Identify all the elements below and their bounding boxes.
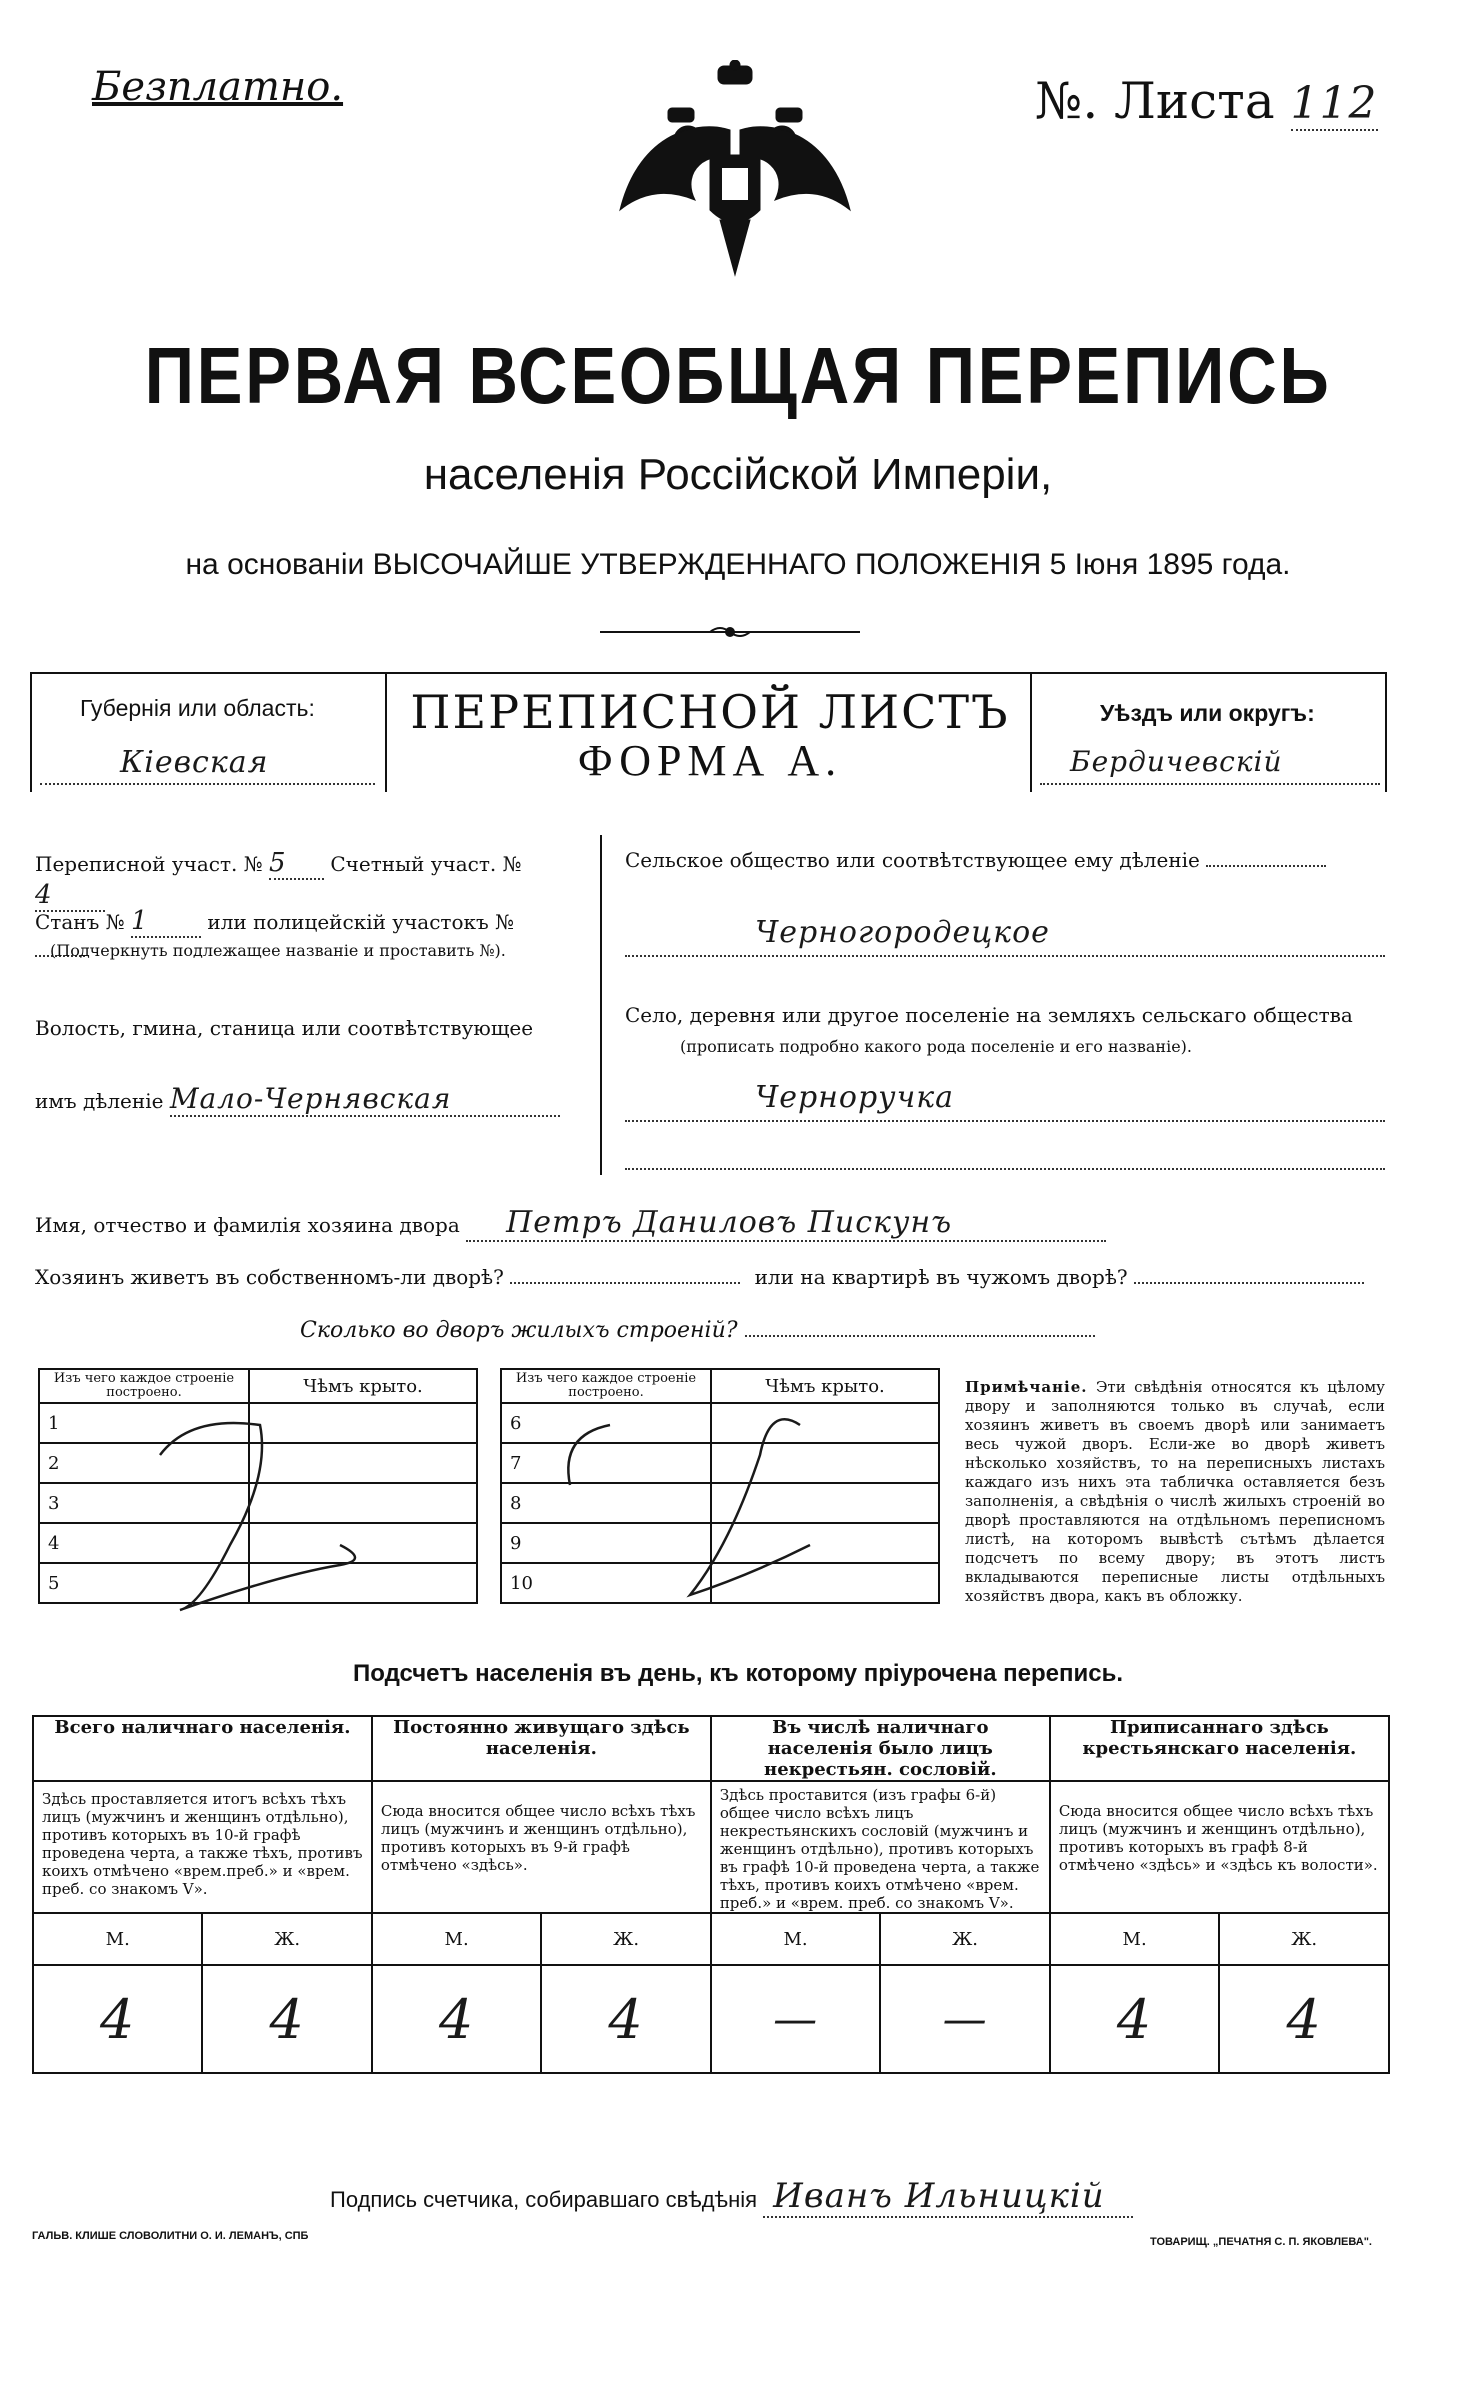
col-material-header: Изъ чего каждое строеніе построено. xyxy=(501,1369,711,1403)
owner-name-label: Имя, отчество и фамилія хозяина двора xyxy=(35,1213,460,1237)
note-text: Эти свѣдѣнія относятся къ цѣлому двору и заполняются только въ случаѣ, если хозяинъ живетъ въ своемъ дворѣ или занимаетъ весь чужой дворъ. Если-же во дворѣ живетъ нѣсколько хозяйствъ, то на переписныхъ листахъ каждаго изъ нихъ эта табличка оставляется безъ заполненія, а свѣдѣнія о числѣ жилыхъ строеній во дворѣ проставляются на отдѣльномъ переписномъ листѣ, на которомъ вывѣстѣ сътѣмъ дѣлается подсчетъ по всему двору; въ этотъ листъ вкладываются переписные листы отдѣльныхъ хозяйствъ двора, какъ въ обложку. xyxy=(965,1378,1385,1605)
row-number: 6 xyxy=(501,1403,711,1443)
sheet-number xyxy=(1035,72,1378,130)
strike-mark-left xyxy=(120,1395,380,1625)
pop-f-label: Ж. xyxy=(541,1913,710,1965)
uezd-value: Бердичевскій xyxy=(1070,745,1283,778)
rented-line xyxy=(1134,1282,1364,1284)
owner-name-value: Петръ Даниловъ Пискунъ xyxy=(466,1205,1106,1242)
census-basis: на основаніи ВЫСОЧАЙШЕ УТВЕРЖДЕННАГО ПОЛОЖЕНІЯ 5 Іюня 1895 года. xyxy=(185,548,1291,581)
society-row xyxy=(625,848,1385,872)
stan-value: 1 xyxy=(131,906,201,938)
society-line xyxy=(1206,865,1326,867)
own-yard-line xyxy=(510,1282,740,1284)
volost-row xyxy=(35,1082,565,1117)
sheet-number-value: 112 xyxy=(1290,78,1378,129)
gubernia-field xyxy=(40,745,375,785)
uezd-label: Уѣздъ или округъ: xyxy=(1100,700,1315,726)
buildings-row xyxy=(300,1318,1095,1343)
col-material-header: Изъ чего каждое строеніе построено. xyxy=(39,1369,249,1403)
volost-label2: имъ дѣленіе xyxy=(35,1089,164,1113)
society-value: Черногородецкое xyxy=(755,915,1050,950)
pop-f-value: — xyxy=(880,1965,1050,2073)
row-number: 8 xyxy=(501,1483,711,1523)
census-title: ПЕРВАЯ ВСЕОБЩАЯ ПЕРЕПИСЬ xyxy=(144,331,1332,420)
gubernia-label: Губернія или область: xyxy=(80,695,315,721)
row-number: 10 xyxy=(501,1563,711,1603)
pop-col-header: Приписаннаго здѣсь крестьянскаго населенія. xyxy=(1050,1716,1389,1781)
owner-name-row xyxy=(35,1205,1385,1242)
divider-ornament xyxy=(600,622,860,642)
footer-right: ТОВАРИЩ. „ПЕЧАТНЯ С. П. ЯКОВЛЕВА". xyxy=(1150,2236,1372,2248)
sheet-title: ПЕРЕПИСНОЙ ЛИСТЪ xyxy=(410,685,1010,739)
pop-f-label: Ж. xyxy=(880,1913,1050,1965)
note-block xyxy=(965,1378,1385,1606)
pop-col-desc: Здѣсь проставляется итогъ всѣхъ тѣхъ лицъ (мужчинъ и женщинъ отдѣльно), противъ которыхъ въ 10-й графѣ проведена черта, а также тѣхъ, противъ коихъ отмѣчено «врем.преб.» и «врем. преб. со знакомъ V». xyxy=(33,1781,372,1913)
imperial-eagle-emblem xyxy=(600,60,870,285)
perepisnoy-label: Переписной участ. № xyxy=(35,852,263,876)
buildings-question: Сколько во дворъ жилыхъ строеній? xyxy=(300,1318,738,1343)
col-roof-header: Чѣмъ крыто. xyxy=(249,1369,477,1403)
signature-value: Иванъ Ильницкій xyxy=(763,2176,1133,2218)
gubernia-value: Кіевская xyxy=(120,745,269,780)
pop-m-value: 4 xyxy=(372,1965,541,2073)
pop-m-label: М. xyxy=(33,1913,202,1965)
pop-col-desc: Сюда вносится общее число всѣхъ тѣхъ лицъ (мужчинъ и женщинъ отдѣльно), противъ которыхъ въ графѣ 8-й отмѣчено «здѣсь» и «здѣсь къ волости». xyxy=(1050,1781,1389,1913)
village-field xyxy=(625,1080,1385,1122)
row-number: 5 xyxy=(39,1563,249,1603)
pop-f-label: Ж. xyxy=(1219,1913,1389,1965)
pop-col-header: Всего наличнаго населенія. xyxy=(33,1716,372,1781)
rented-label: или на квартирѣ въ чужомъ дворѣ? xyxy=(754,1265,1128,1289)
volost-value: Мало-Чернявская xyxy=(170,1082,560,1117)
volost-label: Волость, гмина, станица или соотвѣтствующее xyxy=(35,1016,534,1040)
village-field-2 xyxy=(625,1140,1385,1170)
signature-row xyxy=(330,2176,1133,2218)
signature-label: Подпись счетчика, собиравшаго свѣдѣнія xyxy=(330,2187,758,2212)
pop-col-desc: Сюда вносится общее число всѣхъ тѣхъ лицъ (мужчинъ и женщинъ отдѣльно), противъ которыхъ въ 9-й графѣ отмѣчено «здѣсь». xyxy=(372,1781,711,1913)
pop-f-label: Ж. xyxy=(202,1913,371,1965)
row-number: 2 xyxy=(39,1443,249,1483)
pop-col-desc: Здѣсь проставится (изъ графы 6-й) общее число всѣхъ лицъ некрестьянскихъ сословій (мужчинъ и женщинъ отдѣльно), противъ которыхъ въ графѣ 10-й проведена черта, а также тѣхъ, противъ коихъ отмѣчено «врем. преб.» и «врем. преб. со знакомъ V». xyxy=(711,1781,1050,1913)
census-subtitle: населенія Россійской Имперіи, xyxy=(423,450,1053,499)
perepisnoy-row xyxy=(35,848,565,912)
free-label: Безплатно. xyxy=(92,64,344,110)
row-number: 1 xyxy=(39,1403,249,1443)
row-number: 7 xyxy=(501,1443,711,1483)
sheet-number-label: №. Листа xyxy=(1035,72,1275,130)
col-roof-header: Чѣмъ крыто. xyxy=(711,1369,939,1403)
own-yard-label: Хозяинъ живетъ въ собственномъ-ли дворѣ? xyxy=(35,1265,504,1289)
pop-m-value: 4 xyxy=(33,1965,202,2073)
pop-m-label: М. xyxy=(711,1913,881,1965)
underline-note: (Подчеркнуть подлежащее названіе и проставить №). xyxy=(50,941,506,960)
pop-m-value: — xyxy=(711,1965,881,2073)
perepisnoy-value: 5 xyxy=(269,848,324,880)
pop-f-value: 4 xyxy=(202,1965,371,2073)
buildings-line xyxy=(745,1335,1095,1337)
pop-m-label: М. xyxy=(1050,1913,1220,1965)
village-note: (прописать подробно какого рода поселеніе и его названіе). xyxy=(680,1037,1192,1056)
schetny-label: Счетный участ. № xyxy=(330,852,522,876)
pop-col-header: Постоянно живущаго здѣсь населенія. xyxy=(372,1716,711,1781)
uezd-field xyxy=(1040,745,1380,785)
note-title: Примѣчаніе. xyxy=(965,1378,1088,1396)
society-label: Сельское общество или соотвѣтствующее ему дѣленіе xyxy=(625,848,1200,872)
row-number: 9 xyxy=(501,1523,711,1563)
village-label: Село, деревня или другое поселеніе на земляхъ сельскаго общества xyxy=(625,1003,1353,1027)
village-value: Черноручка xyxy=(755,1080,955,1115)
population-title: Подсчетъ населенія въ день, къ которому пріурочена перепись. xyxy=(353,1660,1123,1687)
schetny-value: 4 xyxy=(35,880,105,912)
pop-m-value: 4 xyxy=(1050,1965,1220,2073)
pop-f-value: 4 xyxy=(541,1965,710,2073)
row-number: 4 xyxy=(39,1523,249,1563)
sheet-form: ФОРМА А. xyxy=(577,736,843,785)
pop-m-label: М. xyxy=(372,1913,541,1965)
row-number: 3 xyxy=(39,1483,249,1523)
strike-mark-right xyxy=(550,1395,870,1635)
owner-yard-row xyxy=(35,1265,1385,1289)
population-table xyxy=(32,1715,1390,2074)
pop-f-value: 4 xyxy=(1219,1965,1389,2073)
society-field xyxy=(625,915,1385,957)
pop-col-header: Въ числѣ наличнаго населенія было лицъ некрестьян. сословій. xyxy=(711,1716,1050,1781)
stan-label: Станъ № xyxy=(35,910,125,934)
police-label: или полицейскій участокъ № xyxy=(207,910,515,934)
footer-left: ГАЛЬВ. КЛИШЕ СЛОВОЛИТНИ О. И. ЛЕМАНЪ, СПБ xyxy=(32,2230,309,2242)
